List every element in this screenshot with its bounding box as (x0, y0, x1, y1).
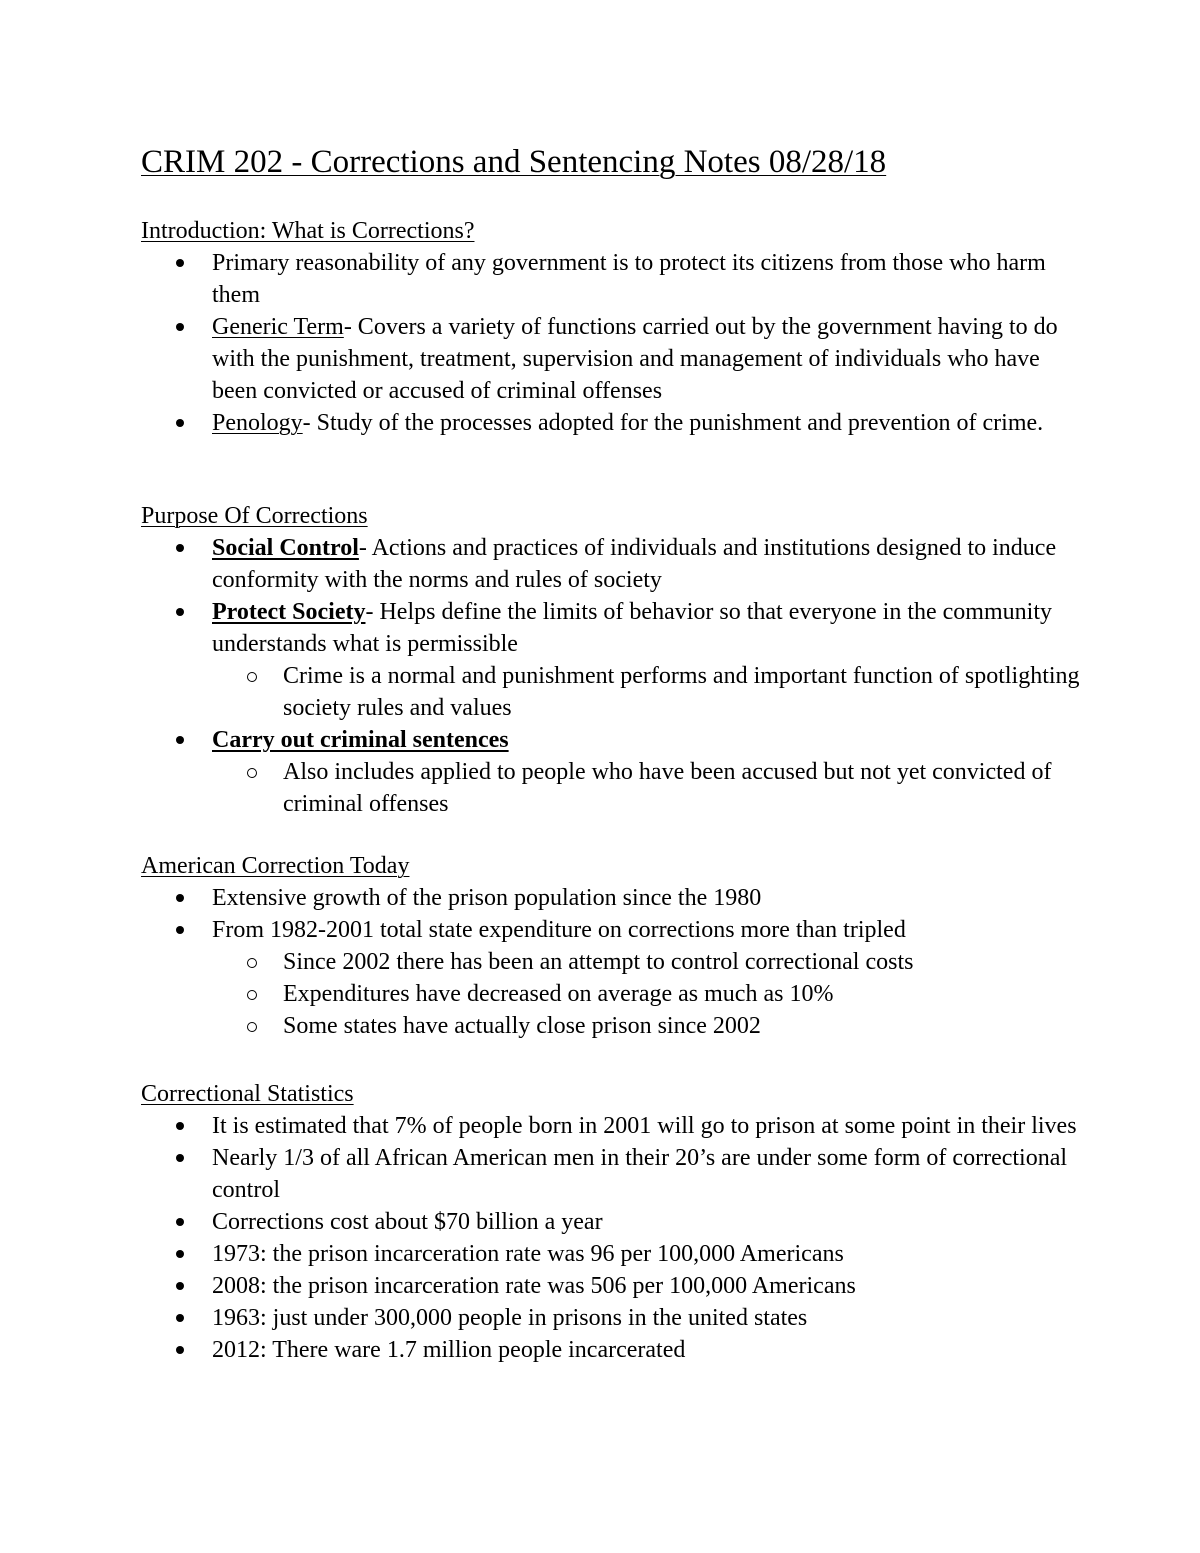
bullet-text: - Actions and practices of individuals and institutions designed to induce conformity with the norms and rules of society (212, 535, 1057, 593)
section-correctional-statistics (141, 1078, 1081, 1366)
list-item (141, 311, 1081, 407)
bullet-text: 2012: There ware 1.7 million people incarcerated (212, 1337, 686, 1363)
bullet-text: - Study of the processes adopted for the punishment and prevention of crime. (302, 410, 1044, 436)
list-item (141, 1270, 1081, 1302)
section-introduction (141, 215, 1081, 439)
term-penology: Penology (212, 410, 303, 436)
section-heading-american-correction: American Correction Today (141, 853, 410, 879)
bullet-text: It is estimated that 7% of people born in 2001 will go to prison at some point in their lives (212, 1113, 1077, 1139)
sub-list-item (141, 1010, 1081, 1042)
term-protect-society: Protect Society (212, 599, 366, 625)
bullet-text: Nearly 1/3 of all African American men in their 20’s are under some form of correctional control (212, 1145, 1068, 1203)
list-item (141, 1206, 1081, 1238)
term-generic-term: Generic Term (212, 314, 344, 340)
term-carry-out-criminal-sentences: Carry out criminal sentences (212, 727, 509, 753)
page-title: CRIM 202 - Corrections and Sentencing Notes 08/28/18 (141, 144, 887, 180)
list-item (141, 914, 1081, 946)
list-item (141, 724, 1081, 756)
list-item (141, 1302, 1081, 1334)
list-item (141, 532, 1081, 596)
sub-list-item (141, 756, 1081, 820)
list-item (141, 247, 1081, 311)
section-heading-introduction: Introduction: What is Corrections? (141, 218, 475, 244)
section-heading-correctional-statistics: Correctional Statistics (141, 1081, 354, 1107)
bullet-text: - Covers a variety of functions carried out by the government having to do with the punishment, treatment, supervision and management of individuals who have been convicted or accused of criminal offenses (212, 314, 1058, 404)
bullet-text: 2008: the prison incarceration rate was 506 per 100,000 Americans (212, 1273, 856, 1299)
list-item (141, 1238, 1081, 1270)
bullet-text: 1973: the prison incarceration rate was 96 per 100,000 Americans (212, 1241, 844, 1267)
sub-bullet-text: Also includes applied to people who have been accused but not yet convicted of criminal offenses (283, 759, 1052, 817)
sub-bullet-text: Some states have actually close prison since 2002 (283, 1013, 761, 1039)
bullet-text: From 1982-2001 total state expenditure on corrections more than tripled (212, 917, 906, 943)
bullet-text: 1963: just under 300,000 people in prisons in the united states (212, 1305, 808, 1331)
list-item (141, 1142, 1081, 1206)
section-american-correction (141, 850, 1081, 1042)
term-social-control: Social Control (212, 535, 359, 561)
bullet-text: Extensive growth of the prison population since the 1980 (212, 885, 762, 911)
sub-list-item (141, 978, 1081, 1010)
sub-bullet-text: Crime is a normal and punishment performs and important function of spotlighting society rules and values (283, 663, 1080, 721)
list-item (141, 882, 1081, 914)
list-item (141, 1334, 1081, 1366)
list-item (141, 407, 1081, 439)
bullet-text: Primary reasonability of any government is to protect its citizens from those who harm them (212, 250, 1046, 308)
bullet-text: - Helps define the limits of behavior so that everyone in the community understands what is permissible (212, 599, 1052, 657)
sub-bullet-text: Expenditures have decreased on average as much as 10% (283, 981, 834, 1007)
section-heading-purpose: Purpose Of Corrections (141, 503, 368, 529)
sub-list-item (141, 660, 1081, 724)
list-item (141, 596, 1081, 660)
list-item (141, 1110, 1081, 1142)
sub-list-item (141, 946, 1081, 978)
section-purpose (141, 500, 1081, 820)
bullet-text: Corrections cost about $70 billion a year (212, 1209, 603, 1235)
sub-bullet-text: Since 2002 there has been an attempt to control correctional costs (283, 949, 914, 975)
